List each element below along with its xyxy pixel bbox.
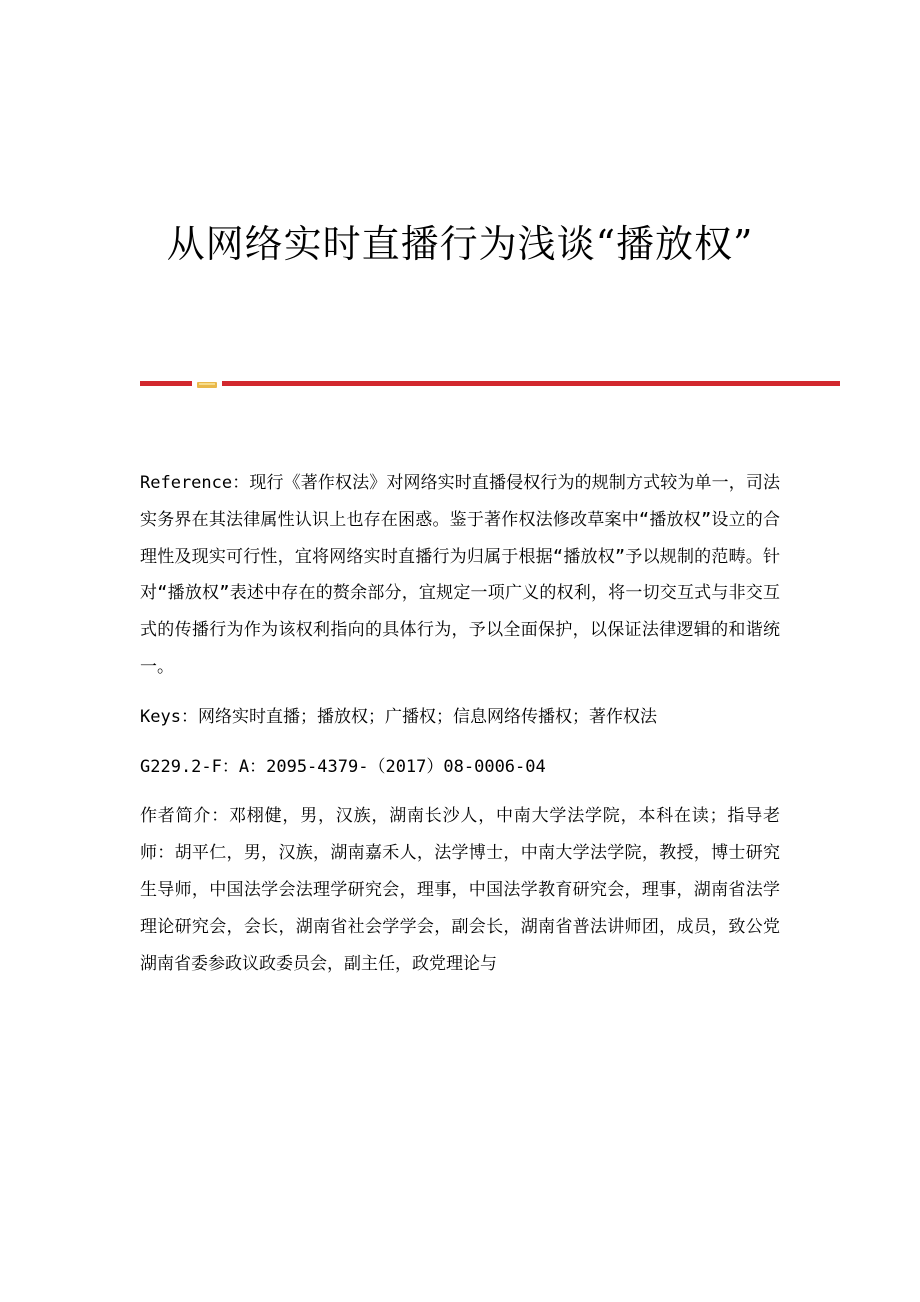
title-divider: [140, 378, 840, 390]
divider-ornament-icon: [197, 382, 217, 388]
reference-paragraph: Reference：现行《著作权法》对网络实时直播侵权行为的规制方式较为单一，司法实务界在其法律属性认识上也存在困惑。鉴于著作权法修改草案中“播放权”设立的合理性及现实可行性，宜将网络实时直播行为归属于根据“播放权”予以规制的范畴。针对“播放权”表述中存在的赘余部分，宜规定一项广义的权利，将一切交互式与非交互式的传播行为作为该权利指向的具体行为，予以全面保护，以保证法律逻辑的和谐统一。: [140, 473, 780, 677]
document-title: 从网络实时直播行为浅谈“播放权”: [166, 222, 754, 266]
divider-bar-right: [222, 381, 840, 386]
keys-paragraph: Keys：网络实时直播；播放权；广播权；信息网络传播权；著作权法: [140, 706, 657, 727]
author-intro-paragraph: 作者简介：邓栩健，男，汉族，湖南长沙人，中南大学法学院，本科在读；指导老师：胡平仁，男，汉族，湖南嘉禾人，法学博士，中南大学法学院，教授，博士研究生导师，中国法学会法理学研究会，理事，中国法学教育研究会，理事，湖南省法学理论研究会，会长，湖南省社会学学会，副会长，湖南省普法讲师团，成员，致公党湖南省委参政议政委员会，副主任，政党理论与: [140, 806, 780, 974]
divider-bar-left: [140, 381, 192, 386]
document-body: [140, 465, 780, 995]
classification-paragraph: G229.2-F：A：2095-4379-（2017）08-0006-04: [140, 756, 546, 777]
